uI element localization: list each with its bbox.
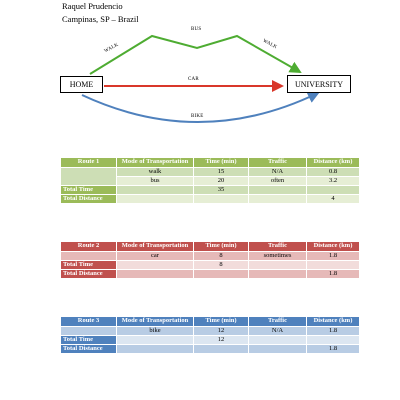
route-cell xyxy=(61,252,116,260)
total-distance-value: 4 xyxy=(307,195,359,203)
empty-cell xyxy=(117,270,193,278)
traffic-cell: often xyxy=(249,177,306,185)
author-location: Campinas, SP – Brazil xyxy=(62,14,139,24)
time-cell: 20 xyxy=(194,177,248,185)
total-time-value: 35 xyxy=(194,186,248,194)
table-row xyxy=(61,252,359,260)
total-time-label: Total Time xyxy=(61,261,116,269)
mode-header: Mode of Transportation xyxy=(117,158,193,167)
total-distance-row xyxy=(61,345,359,353)
route-cell xyxy=(61,168,116,185)
empty-cell xyxy=(249,261,306,269)
time-cell: 15 xyxy=(194,168,248,176)
total-distance-label: Total Distance xyxy=(61,345,116,353)
empty-cell xyxy=(249,186,306,194)
route-title: Route 1 xyxy=(61,158,116,167)
traffic-cell: N/A xyxy=(249,327,306,335)
home-node: HOME xyxy=(60,76,103,93)
time-cell: 12 xyxy=(194,327,248,335)
total-distance-label: Total Distance xyxy=(61,195,116,203)
mode-header: Mode of Transportation xyxy=(117,242,193,251)
route-title: Route 2 xyxy=(61,242,116,251)
distance-header: Distance (km) xyxy=(307,317,359,326)
university-node: UNIVERSITY xyxy=(287,75,351,93)
route-3-table xyxy=(60,316,360,354)
traffic-header: Traffic xyxy=(249,158,306,167)
empty-cell xyxy=(117,186,193,194)
empty-cell xyxy=(249,270,306,278)
empty-cell xyxy=(249,345,306,353)
walk-label-2: WALK xyxy=(261,38,278,51)
table-row xyxy=(61,168,359,176)
empty-cell xyxy=(117,336,193,344)
distance-cell: 1.8 xyxy=(307,252,359,260)
time-header: Time (min) xyxy=(194,158,248,167)
bike-label: BIKE xyxy=(191,114,204,119)
empty-cell xyxy=(194,195,248,203)
car-label: CAR xyxy=(188,77,199,82)
total-distance-row xyxy=(61,195,359,203)
distance-header: Distance (km) xyxy=(307,242,359,251)
distance-cell: 3.2 xyxy=(307,177,359,185)
route-diagram xyxy=(0,0,400,140)
time-cell: 8 xyxy=(194,252,248,260)
empty-cell xyxy=(194,345,248,353)
total-time-row xyxy=(61,261,359,269)
total-distance-label: Total Distance xyxy=(61,270,116,278)
bus-label: BUS xyxy=(191,27,202,32)
empty-cell xyxy=(249,336,306,344)
total-distance-row xyxy=(61,270,359,278)
total-distance-value: 1.8 xyxy=(307,345,359,353)
empty-cell xyxy=(194,270,248,278)
total-time-label: Total Time xyxy=(61,336,116,344)
author-name: Raquel Prudencio xyxy=(62,1,123,11)
mode-cell: car xyxy=(117,252,193,260)
table-row xyxy=(61,327,359,335)
route-2-table xyxy=(60,241,360,279)
total-time-value: 8 xyxy=(194,261,248,269)
time-header: Time (min) xyxy=(194,242,248,251)
empty-cell xyxy=(117,195,193,203)
mode-header: Mode of Transportation xyxy=(117,317,193,326)
empty-cell xyxy=(117,261,193,269)
traffic-cell: N/A xyxy=(249,168,306,176)
empty-cell xyxy=(307,186,359,194)
total-time-row xyxy=(61,186,359,194)
empty-cell xyxy=(249,195,306,203)
total-time-label: Total Time xyxy=(61,186,116,194)
total-time-row xyxy=(61,336,359,344)
distance-cell: 0.8 xyxy=(307,168,359,176)
mode-cell: bus xyxy=(117,177,193,185)
mode-cell: walk xyxy=(117,168,193,176)
route-title: Route 3 xyxy=(61,317,116,326)
empty-cell xyxy=(307,261,359,269)
route-1-table xyxy=(60,157,360,204)
distance-cell: 1.8 xyxy=(307,327,359,335)
mode-cell: bike xyxy=(117,327,193,335)
traffic-header: Traffic xyxy=(249,242,306,251)
total-distance-value: 1.8 xyxy=(307,270,359,278)
distance-header: Distance (km) xyxy=(307,158,359,167)
total-time-value: 12 xyxy=(194,336,248,344)
traffic-cell: sometimes xyxy=(249,252,306,260)
empty-cell xyxy=(307,336,359,344)
route-cell xyxy=(61,327,116,335)
traffic-header: Traffic xyxy=(249,317,306,326)
time-header: Time (min) xyxy=(194,317,248,326)
walk-label-1: WALK xyxy=(103,42,120,55)
empty-cell xyxy=(117,345,193,353)
